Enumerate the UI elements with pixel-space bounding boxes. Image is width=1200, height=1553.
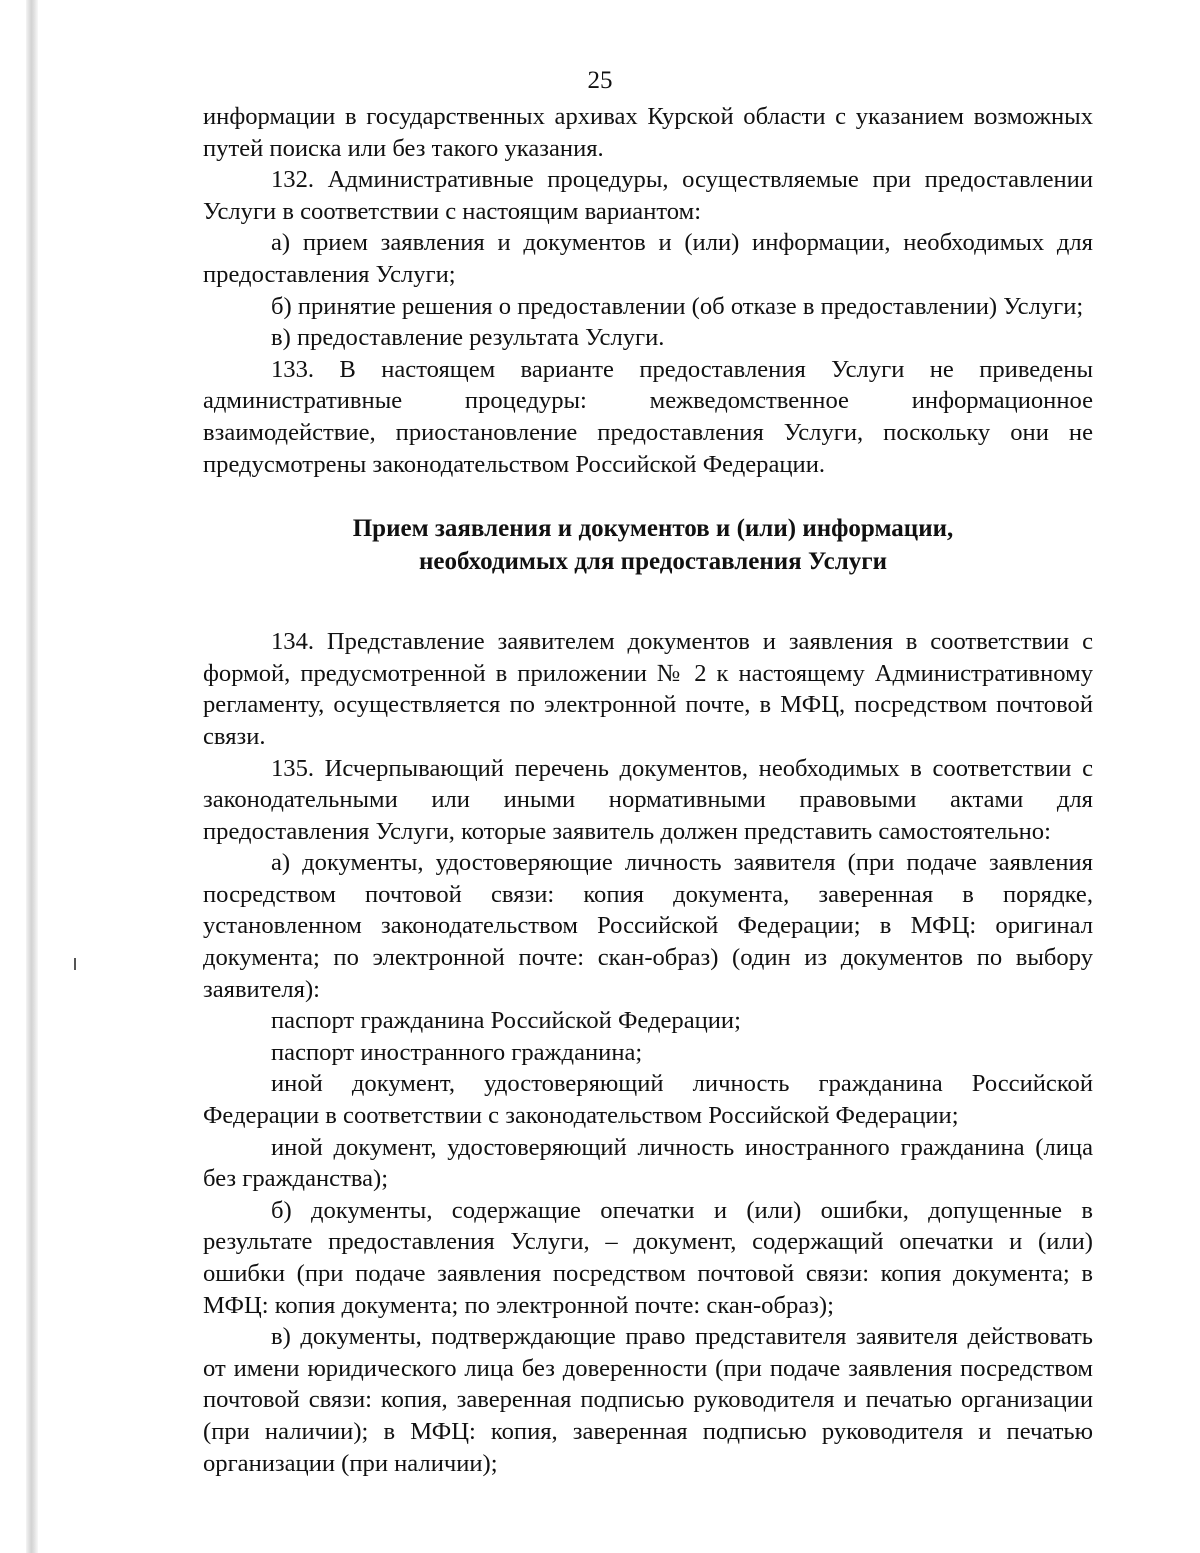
paragraph-continuation: информации в государственных архивах Курской области с указанием возможных путей поиска или без такого указания. [203, 103, 1093, 162]
list-item-a-documents: а) документы, удостоверяющие личность заявителя (при подаче заявления посредством почтовой связи: копия документа, заверенная в порядке, установленном законодательством Российской Федерации; в МФЦ: оригинал документа; по электронной почте: скан-образ) (один из документов по выбору заявителя): [203, 849, 1093, 1003]
document-body [203, 101, 1093, 1479]
list-item-a: а) прием заявления и документов и (или) информации, необходимых для предоставления Услуги; [203, 229, 1093, 288]
list-item-c-representative: в) документы, подтверждающие право представителя заявителя действовать от имени юридического лица без доверенности (при подаче заявления посредством почтовой связи: копия, заверенная подписью руководителя и печатью организации (при наличии); в МФЦ: копия, заверенная подписью руководителя и печатью организации (при наличии); [203, 1323, 1093, 1477]
section-heading-line-1: Прием заявления и документов и (или) информации, [352, 515, 954, 543]
paragraph-135: 135. Исчерпывающий перечень документов, необходимых в соответствии с законодательными или иными нормативными правовыми актами для предоставления Услуги, которые заявитель должен представить самостоятельно: [203, 754, 1093, 845]
list-subitem-passport-rf: паспорт гражданина Российской Федерации; [271, 1007, 741, 1035]
section-heading [203, 512, 1093, 578]
scan-edge-shadow [26, 0, 38, 1553]
list-subitem-passport-foreign: паспорт иностранного гражданина; [271, 1038, 643, 1066]
paragraph-134: 134. Представление заявителем документов и заявления в соответствии с формой, предусмотренной в приложении № 2 к настоящему Административному регламенту, осуществляется по электронной почте, в МФЦ, посредством почтовой связи. [203, 628, 1093, 750]
list-item-b: б) принятие решения о предоставлении (об отказе в предоставлении) Услуги; [271, 292, 1084, 320]
paragraph-132: 132. Административные процедуры, осуществляемые при предоставлении Услуги в соответствии с настоящим вариантом: [203, 166, 1093, 225]
paragraph-133: 133. В настоящем варианте предоставления Услуги не приведены административные процедуры: межведомственное информационное взаимодействие, приостановление предоставления Услуги, поскольку они не предусмотрены законодательством Российской Федерации. [203, 355, 1093, 478]
page-number: 25 [587, 67, 613, 94]
section-heading-line-2: необходимых для предоставления Услуги [419, 548, 887, 576]
list-subitem-other-foreign: иной документ, удостоверяющий личность иностранного гражданина (лица без гражданства); [203, 1133, 1093, 1193]
scan-speck [74, 958, 76, 970]
list-subitem-other-rf: иной документ, удостоверяющий личность гражданина Российской Федерации в соответствии с законодательством Российской Федерации; [203, 1070, 1093, 1130]
list-item-c: в) предоставление результата Услуги. [271, 324, 665, 352]
list-item-b-errors: б) документы, содержащие опечатки и (или) ошибки, допущенные в результате предоставления Услуги, – документ, содержащий опечатки и (или) ошибки (при подаче заявления посредством почтовой связи: копия документа; в МФЦ: копия документа; по электронной почте: скан-образ); [203, 1196, 1093, 1319]
